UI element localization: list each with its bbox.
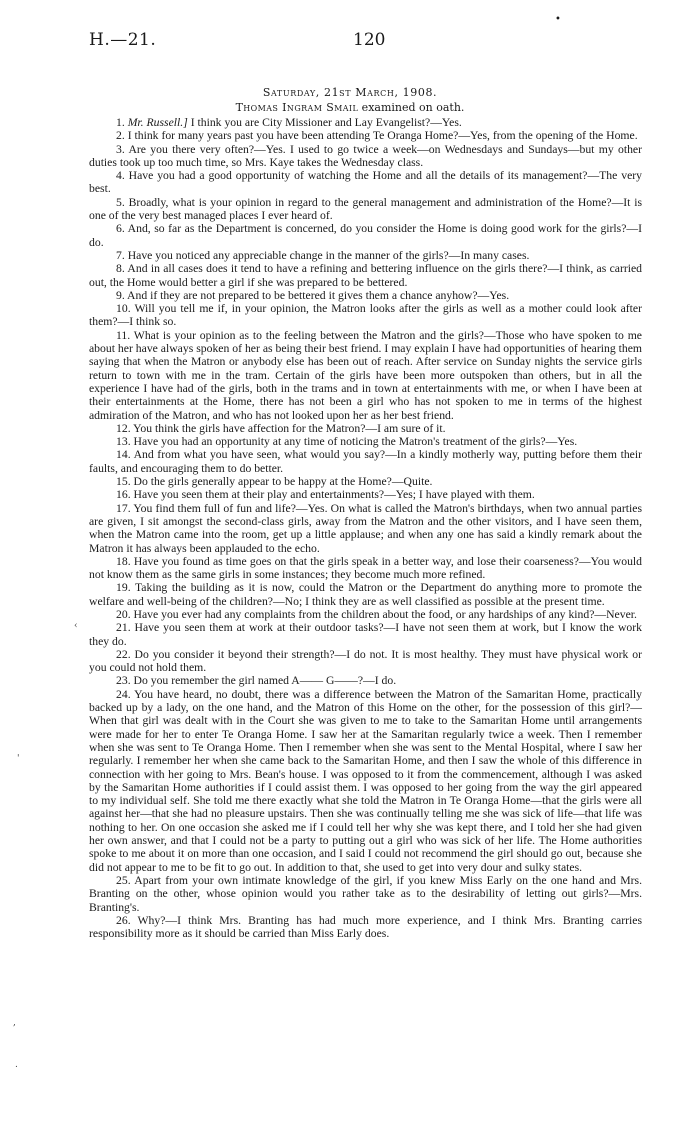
question-text: You have heard, no doubt, there was a difference between the Matron of the Samaritan Home, practically backed up by a lady, on the one hand, and the Matron of this Home on the other, for the possession of this girl?—When that girl was dealt with in the Court she was given to me to take to the Samaritan Home until arrangements were made for her to enter Te Oranga Home. I saw her at the Samaritan regularly twice a week. Then I remember when she was sent to Te Oranga Home. Then I remember when she was sent to the Mental Hospital, where I saw her regularly. I remember her when she came back to the Samaritan Home, and then I saw the whole of this difference in connection with her going to Mrs. Bean's house. I was opposed to it from the commencement, although I was asked by the Samaritan Home authorities if I could assist them. I was opposed to her going from the way the girl appeared to my individual self. She told me there exactly what she told the Matron in Te Oranga Home—that the girls were all against her—that she had no pleasure upstairs. Then she was continually telling me she was sick of life—that life was nothing to her. On one occasion she asked me if I could tell her why she was kept there, and I told her she had given her own answer, and that I could not be a party to putting out a girl who was sick of her life. The Home authorities spoke to me about it on more than one occasion, and I said I could not recommend the girl should go out, because she did not appear to me to be fit to go out. In addition to that, she used to get into very dour and sulky states. — [89, 687, 642, 874]
question-number: 4. — [116, 169, 125, 183]
question-text: You find them full of fun and life?—Yes. On what is called the Matron's birthdays, when two annual parties are given, I sit amongst the second-class girls, away from the Matron and the other visitors, and I have seen them, when the Matron came into the room, get up a little applause; and when any one has said a kindly remark about the Matron it has always been applauded to the echo. — [89, 501, 642, 555]
question-paragraph — [89, 222, 642, 249]
question-paragraph — [89, 674, 642, 687]
question-paragraph — [89, 143, 642, 170]
question-paragraph — [89, 475, 642, 488]
question-number: 7. — [116, 248, 125, 262]
question-number: 12. — [116, 421, 131, 435]
session-date: Saturday, 21st March, 1908. — [262, 86, 438, 99]
question-paragraph — [89, 262, 642, 289]
question-text: Do the girls generally appear to be happy at the Home?—Quite. — [133, 475, 433, 489]
margin-mark: , — [13, 1018, 16, 1028]
question-text: Broadly, what is your opinion in regard to the general management and administration of the Home?—It is one of the very best managed places I ever heard of. — [89, 195, 643, 223]
question-text: Have you had a good opportunity of watching the Home and all the details of its management?—The very best. — [89, 169, 642, 196]
question-text: Have you found as time goes on that the girls speak in a better way, and lose their coarseness?—You would not know them as the same girls in some instances; they become much more refined. — [89, 554, 643, 582]
page-number: 120 — [353, 30, 386, 50]
question-text: And in all cases does it tend to have a refining and bettering influence on the girls there?—I think, as carried out, the Home would better a girl if she was prepared to be bettered. — [89, 262, 643, 289]
question-paragraph — [89, 249, 642, 262]
question-number: 20. — [116, 607, 131, 621]
question-number: 18. — [116, 554, 131, 568]
question-number: 21. — [116, 621, 131, 635]
question-paragraph — [89, 621, 642, 648]
question-paragraph — [89, 608, 642, 621]
question-number: 9. — [116, 288, 125, 302]
question-text: Are you there very often?—Yes. I used to go twice a week—on Wednesdays and Sundays—but my other duties took up too much time, so Mrs. Kaye takes the Wednesday class. — [89, 142, 642, 169]
question-text: Do you consider it beyond their strength?—I do not. It is most healthy. They must have physical work or you could not hold them. — [89, 647, 643, 675]
question-text: And from what you have seen, what would you say?—In a kindly motherly way, putting before them their faults, and encouraging them to do better. — [89, 448, 642, 475]
question-paragraph — [89, 581, 642, 608]
speaker-label: Mr. Russell.] — [127, 116, 188, 129]
question-number: 3. — [116, 142, 125, 156]
question-text: Do you remember the girl named A—— G——?—I do. — [133, 674, 397, 688]
question-number: 13. — [116, 435, 131, 449]
corner-mark: • — [555, 14, 561, 25]
question-text: And, so far as the Department is concerned, do you consider the Home is doing good work for the girls?—I do. — [89, 222, 642, 249]
question-number: 11. — [116, 328, 131, 342]
question-paragraph — [89, 874, 642, 914]
question-number: 10. — [116, 302, 131, 316]
question-text: Apart from your own intimate knowledge of the girl, if you knew Miss Early on the one hand and Mrs. Branting on the other, whose opinion would you rather take as to the desirability of letting out girls?—Mrs. Branting's. — [89, 873, 642, 914]
question-paragraph — [89, 289, 642, 302]
question-number: 25. — [116, 873, 131, 887]
witness-name: Thomas Ingram Smail — [235, 101, 359, 114]
question-text: Have you noticed any appreciable change in the manner of the girls?—In many cases. — [127, 248, 530, 262]
question-text: I think you are City Missioner and Lay Evangelist?—Yes. — [187, 116, 462, 129]
question-number: 24. — [116, 687, 131, 701]
question-paragraph — [89, 914, 642, 941]
question-paragraph — [89, 302, 642, 329]
question-number: 6. — [116, 222, 125, 236]
question-paragraph — [89, 688, 642, 874]
question-text: I think for many years past you have been attending Te Oranga Home?—Yes, from the opening of the Home. — [127, 129, 638, 143]
question-text: Have you ever had any complaints from the children about the food, or any hardships of any kind?—Never. — [133, 607, 637, 621]
question-text: Have you seen them at work at their outdoor tasks?—I have not seen them at work, but I know the work they do. — [89, 621, 642, 648]
question-text: Taking the building as it is now, could the Matron or the Department do anything more to promote the welfare and well-being of the children?—No; I think they are as well classified as possible at the present time. — [89, 581, 642, 608]
witness-suffix: examined on oath. — [358, 101, 465, 114]
question-number: 15. — [116, 475, 131, 489]
question-paragraph — [89, 448, 642, 475]
margin-mark: ‹ — [74, 621, 78, 631]
question-text: Will you tell me if, in your opinion, the Matron looks after the girls as well as a mother could look after them?—I think so. — [89, 302, 642, 329]
question-text: Have you seen them at their play and entertainments?—Yes; I have played with them. — [133, 488, 535, 502]
question-paragraph — [89, 196, 642, 223]
question-number: 16. — [116, 488, 131, 502]
question-paragraph — [89, 169, 642, 196]
question-text: What is your opinion as to the feeling between the Matron and the girls?—Those who have spoken to me about her have always spoken of her as being their best friend. I may explain I have had opportunities of hearing them saying that when the Matron or anybody else has been out of reach. After service on Sunday nights the service girls return to town with me in the tram. Certain of the girls have been more outspoken than others, but in all the experience I have had of the girls, both in the trams and in town at entertainments with me, or when I have been at their entertainments at the Home, there has not been a girl who has not spoken to me in terms of the highest admiration of the Matron, and who has not looked upon her as her best friend. — [89, 328, 642, 422]
question-text: Why?—I think Mrs. Branting has had much more experience, and I think Mrs. Branting carries responsibility more as it should be carried than Miss Early does. — [89, 913, 642, 941]
question-paragraph — [89, 555, 642, 582]
witness-line — [0, 101, 700, 114]
question-number: 14. — [116, 448, 131, 462]
question-text: You think the girls have affection for the Matron?—I am sure of it. — [133, 421, 446, 435]
question-number: 26. — [116, 913, 131, 927]
question-number: 23. — [116, 674, 131, 688]
question-paragraph — [89, 502, 642, 555]
question-number: 2. — [116, 129, 125, 143]
testimony-body — [89, 116, 642, 940]
question-paragraph — [89, 116, 642, 129]
question-text: Have you had an opportunity at any time of noticing the Matron's treatment of the girls?—Yes. — [133, 435, 578, 449]
question-number: 17. — [116, 501, 131, 515]
question-paragraph — [89, 329, 642, 422]
question-paragraph — [89, 648, 642, 675]
question-number: 22. — [116, 647, 131, 661]
margin-mark: ' — [17, 754, 20, 764]
question-number: 8. — [116, 262, 125, 276]
question-paragraph — [89, 435, 642, 448]
question-number: 5. — [116, 195, 125, 209]
question-paragraph — [89, 129, 642, 142]
margin-mark: . — [15, 1060, 18, 1070]
question-number: 1. — [116, 116, 125, 129]
question-number: 19. — [116, 581, 131, 595]
question-paragraph — [89, 422, 642, 435]
report-reference: H.—21. — [89, 30, 157, 50]
question-paragraph — [89, 488, 642, 501]
question-text: And if they are not prepared to be bettered it gives them a chance anyhow?—Yes. — [127, 288, 510, 302]
